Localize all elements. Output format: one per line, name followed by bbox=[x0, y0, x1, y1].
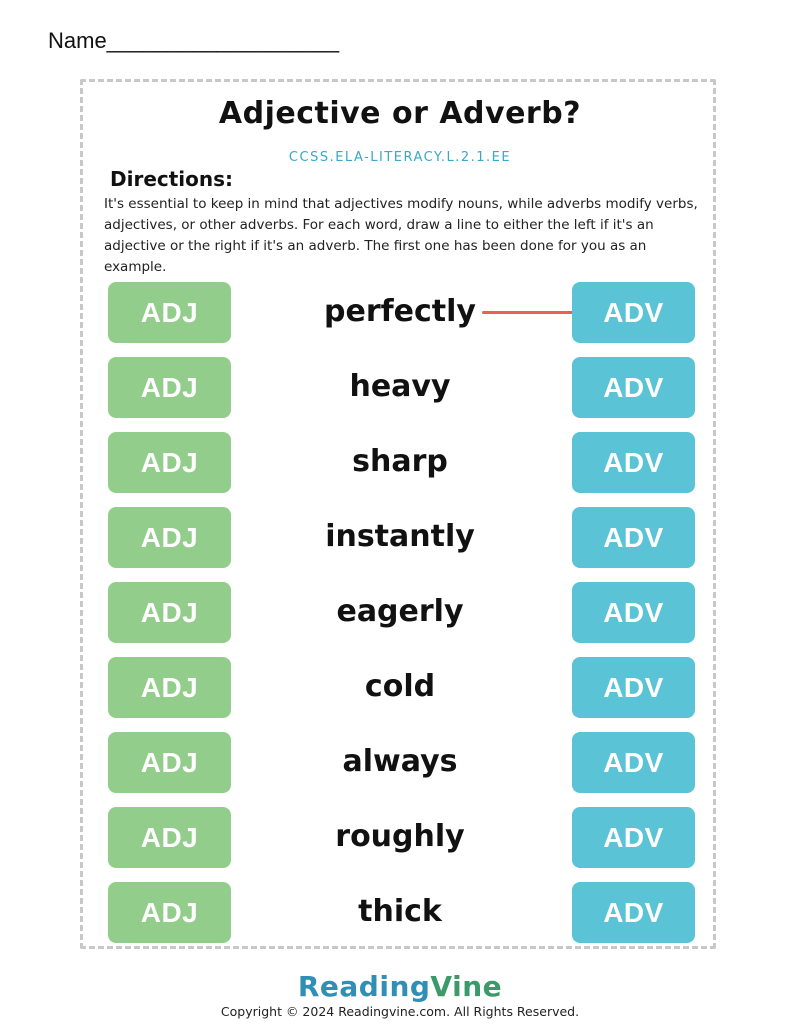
adv-box[interactable]: ADV bbox=[572, 357, 695, 418]
name-field[interactable]: Name___________________ bbox=[48, 28, 340, 53]
word-label: perfectly bbox=[324, 294, 476, 329]
example-answer-line bbox=[482, 311, 582, 314]
directions-heading: Directions: bbox=[110, 167, 234, 191]
adv-box[interactable]: ADV bbox=[572, 507, 695, 568]
adj-box[interactable]: ADJ bbox=[108, 882, 231, 943]
adj-box[interactable]: ADJ bbox=[108, 807, 231, 868]
adv-box[interactable]: ADV bbox=[572, 732, 695, 793]
word-label: sharp bbox=[352, 444, 448, 479]
word-row bbox=[0, 882, 800, 944]
adj-box[interactable]: ADJ bbox=[108, 432, 231, 493]
logo-vine-text: Vine bbox=[430, 970, 503, 1003]
adv-box[interactable]: ADV bbox=[572, 657, 695, 718]
word-label: heavy bbox=[349, 369, 451, 404]
adj-box[interactable]: ADJ bbox=[108, 507, 231, 568]
adv-box[interactable]: ADV bbox=[572, 807, 695, 868]
adv-box[interactable]: ADV bbox=[572, 882, 695, 943]
word-label: eagerly bbox=[336, 594, 464, 629]
directions-text: It's essential to keep in mind that adjectives modify nouns, while adverbs modify verbs, adjectives, or other adverbs. For each word, draw a line to either the left if it's an adjective or the right if it's an adverb. The first one has been done for you as an example. bbox=[104, 196, 698, 275]
adj-box[interactable]: ADJ bbox=[108, 282, 231, 343]
adj-box[interactable]: ADJ bbox=[108, 582, 231, 643]
adv-box[interactable]: ADV bbox=[572, 432, 695, 493]
readingvine-logo bbox=[0, 970, 800, 1003]
word-row bbox=[0, 732, 800, 794]
copyright-text: Copyright © 2024 Readingvine.com. All Rights Reserved. bbox=[220, 1004, 580, 1019]
word-label: roughly bbox=[335, 819, 465, 854]
adj-box[interactable]: ADJ bbox=[108, 732, 231, 793]
word-label: cold bbox=[364, 669, 436, 704]
adj-box[interactable]: ADJ bbox=[108, 657, 231, 718]
word-row bbox=[0, 657, 800, 719]
word-row bbox=[0, 357, 800, 419]
adj-box[interactable]: ADJ bbox=[108, 357, 231, 418]
word-row bbox=[0, 582, 800, 644]
word-label: thick bbox=[358, 894, 442, 929]
word-label: always bbox=[342, 744, 458, 779]
word-row bbox=[0, 432, 800, 494]
adv-box[interactable]: ADV bbox=[572, 282, 695, 343]
word-row bbox=[0, 282, 800, 344]
adv-box[interactable]: ADV bbox=[572, 582, 695, 643]
word-label: instantly bbox=[325, 519, 475, 554]
word-row bbox=[0, 507, 800, 569]
word-row bbox=[0, 807, 800, 869]
logo-reading-text: Reading bbox=[297, 970, 431, 1003]
standard-code: CCSS.ELA-LITERACY.L.2.1.EE bbox=[288, 150, 512, 165]
worksheet-title: Adjective or Adverb? bbox=[218, 96, 582, 131]
